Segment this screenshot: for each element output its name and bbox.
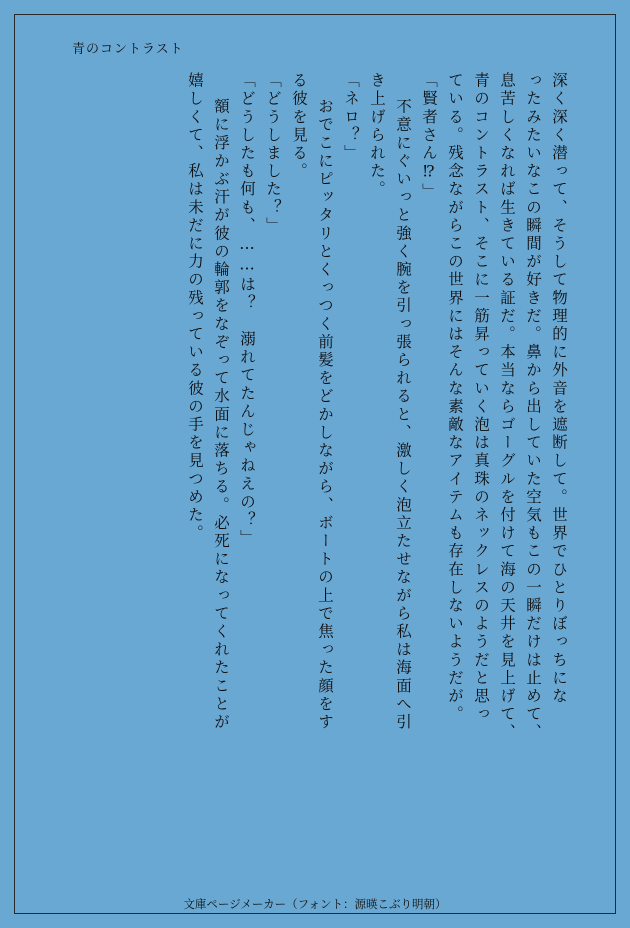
text-column: おでこにピッタリとくっつく前髪をどかしながら、ボートの上で焦った顔をす <box>316 98 334 732</box>
text-column: ている。残念ながらこの世界にはそんな素敵なアイテムも存在しないようだが。 <box>446 72 464 724</box>
text-column: 「賢者さん⁉」 <box>420 72 438 202</box>
page-title: 青のコントラスト <box>72 42 184 57</box>
text-column: き上げられた。 <box>368 72 386 199</box>
text-column: 「どうしたも何も、……は？ 溺れてたんじゃねえの？」 <box>238 72 256 548</box>
text-column: 嬉しくて、私は未だに力の残っている彼の手を見つめた。 <box>186 72 204 543</box>
text-column: る彼を見る。 <box>290 72 308 181</box>
text-column: 「どうしました？」 <box>264 72 282 235</box>
text-column: ったみたいなこの瞬間が好きだ。鼻から出していた空気もこの一瞬だけは止めて、 <box>524 72 542 742</box>
footer-credit: 文庫ページメーカー（フォント：源暎こぶり明朝） <box>183 897 447 911</box>
text-column: 額に浮かぶ汗が彼の輪郭をなぞって水面に落ちる。必死になってくれたことが <box>212 98 230 732</box>
text-column: 息苦しくなれば生きている証だ。本当ならゴーグルを付けて海の天井を見上げて、 <box>498 72 516 742</box>
text-column: 不意にぐいっと強く腕を引っ張られると、激しく泡立たせながら私は海面へ引 <box>394 98 412 732</box>
text-column: 「ネロ？」 <box>342 72 360 163</box>
text-column: 深く深く潜って、そうして物理的に外音を遮断して。世界でひとりぼっちにな <box>550 72 568 706</box>
vertical-text-body <box>54 72 566 862</box>
text-column: 青のコントラスト、そこに一筋昇っていく泡は真珠のネックレスのようだと思っ <box>472 72 490 724</box>
